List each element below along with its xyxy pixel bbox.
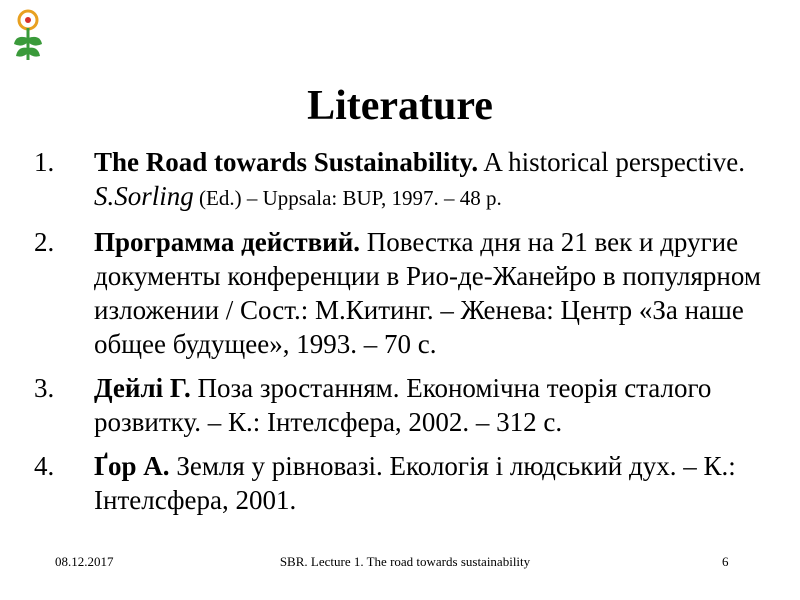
reference-title: Ґор А. [94, 451, 170, 481]
plant-logo-icon [10, 8, 46, 64]
reference-item-3 [34, 371, 774, 439]
reference-title: Дейлі Г. [94, 373, 191, 403]
reference-item-2 [34, 225, 774, 361]
list-number: 2. [34, 227, 55, 257]
page-number: 6 [722, 554, 729, 569]
reference-editor: S.Sorling [94, 181, 194, 211]
reference-text: A historical perspective. [478, 147, 746, 177]
reference-item-4 [34, 449, 774, 517]
footer-title: SBR. Lecture 1. The road towards sustainability [279, 554, 531, 569]
reference-text: Поза зростанням. Економічна теорія сталого розвитку. – К.: Інтелсфера, 2002. – 312 с. [94, 373, 712, 437]
reference-publication: (Ed.) – Uppsala: BUP, 1997. – 48 p. [193, 186, 502, 210]
reference-list [34, 145, 774, 522]
list-number: 1. [34, 147, 55, 177]
reference-text: Повестка дня на 21 век и другие документы конференции в Рио-де-Жанейро в популярном изложении / Сост.: М.Китинг. – Женева: Центр «За наше общее будущее», 1993. – 70 с. [94, 227, 761, 359]
reference-title: Программа действий. [94, 227, 361, 257]
footer-date: 08.12.2017 [55, 554, 114, 569]
list-number: 3. [34, 373, 55, 403]
reference-item-1 [34, 145, 774, 215]
reference-text: Земля у рівновазі. Екологія і людський дух. – К.: Інтелсфера, 2001. [94, 451, 736, 515]
list-number: 4. [34, 451, 55, 481]
page-title: Literature [307, 83, 493, 129]
reference-title: The Road towards Sustainability. [94, 147, 479, 177]
